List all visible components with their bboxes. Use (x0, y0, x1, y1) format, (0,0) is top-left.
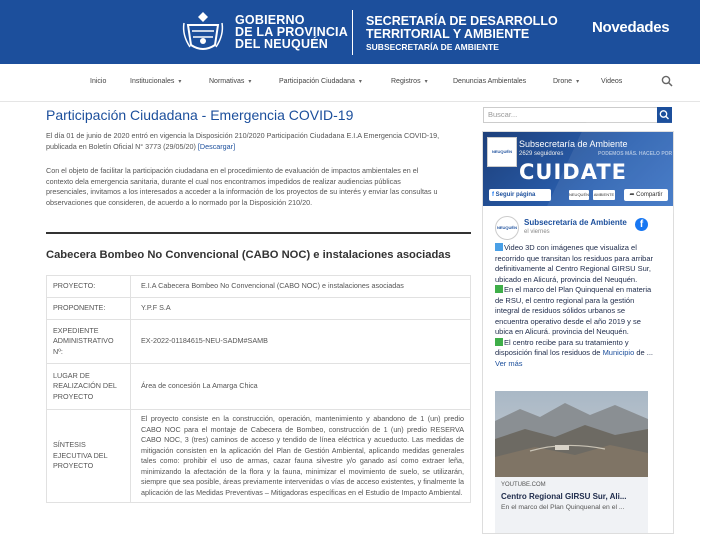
table-row (47, 410, 471, 503)
table-row (47, 298, 471, 320)
table-value: EX-2022-01184615-NEU-SADM#SAMB (131, 320, 471, 364)
novedades-link[interactable]: Novedades (592, 19, 670, 36)
check-emoji-icon (495, 338, 503, 346)
download-link[interactable]: [Descargar] (197, 141, 236, 151)
nav-item-registros[interactable]: Registros ▾ (391, 78, 428, 85)
search-icon (657, 107, 672, 123)
table-key: PROPONENTE: (47, 298, 131, 320)
nav-item-drone[interactable]: Drone ▾ (553, 78, 580, 85)
chevron-down-icon: ▾ (358, 79, 362, 85)
table-row (47, 320, 471, 364)
site-header (0, 0, 700, 64)
project-info-table (46, 275, 471, 503)
neuquen-badge: NEUQUÉN (569, 190, 589, 200)
nav-item-videos[interactable]: Videos (601, 78, 623, 85)
table-key: EXPEDIENTE ADMINISTRATIVO Nº: (47, 320, 131, 364)
video-thumbnail[interactable] (495, 391, 648, 477)
share-button[interactable]: ➦ Compartir (624, 189, 668, 201)
nav-item-denuncias-ambientales[interactable]: Denuncias Ambientales (453, 78, 527, 85)
link-preview[interactable] (495, 477, 648, 533)
fb-followers: 2629 seguidores (519, 151, 564, 157)
share-icon: ➦ (629, 192, 637, 198)
government-wordmark[interactable]: GOBIERNO DE LA PROVINCIA DEL NEUQUÉN (235, 13, 348, 51)
chevron-down-icon: ▾ (178, 79, 182, 85)
table-key: SÍNTESIS EJECUTIVA DEL PROYECTO (47, 410, 131, 503)
sidebar-search-button[interactable] (657, 107, 672, 123)
check-emoji-icon (495, 285, 503, 293)
ambiente-badge: AMBIENTE (593, 190, 615, 200)
link-description: En el marco del Plan Quinquenal en el ... (501, 504, 625, 511)
post-author[interactable]: Subsecretaría de Ambiente (524, 218, 627, 227)
table-value: El proyecto consiste en la construcción, operación, mantenimiento y abandono de 1 (un) predio CABO NOC para el montaje de Cabecera de Bombeo, construcción de 1 (un) predio RESERVA CABO NOC, 3 (tres) caminos de acceso y tendido de línea eléctrica y acueducto. Las medidas de mitigación consisten en la aplicación del Plan de Gestión Ambiental, aplicando medidas generales tales como: prohibir el uso de armas, cazar fauna silvestre y/o ganado así como extraer leña, minimizando la afectación de la flora y la fauna, minimizar el movimiento de suelo, se utilizarán, siempre que sea posible, áreas previamente intervenidas o vías de acceso existentes, y finalmente la aplicación de las Medidas Preventivas – Mitigadoras específicas en el Estudio de Impacto Ambiental. (131, 410, 471, 503)
section-title: Cabecera Bombeo No Convencional (CABO NOC) e instalaciones asociadas (46, 249, 451, 261)
see-more-link[interactable]: Ver más (495, 358, 523, 368)
search-icon[interactable] (661, 75, 673, 87)
table-row (47, 276, 471, 298)
table-key: PROYECTO: (47, 276, 131, 298)
cover-headline: CUIDATE (519, 160, 628, 184)
fb-page-name[interactable]: Subsecretaría de Ambiente (519, 139, 628, 149)
table-key: LUGAR DE REALIZACIÓN DEL PROYECTO (47, 364, 131, 410)
chevron-down-icon: ▾ (576, 79, 580, 85)
follow-page-button[interactable]: f Seguir página (489, 189, 551, 201)
table-value: Área de concesión La Amarga Chica (131, 364, 471, 410)
main-navigation (0, 64, 700, 102)
facebook-icon: f (492, 192, 496, 198)
header-divider (352, 10, 353, 55)
link-title: Centro Regional GIRSU Sur, Ali... (501, 492, 627, 501)
link-domain: YOUTUBE.COM (501, 482, 546, 488)
facebook-logo-icon[interactable]: f (635, 218, 648, 231)
secretariat-wordmark[interactable]: SECRETARÍA DE DESARROLLO TERRITORIAL Y AMBIENTE SUBSECRETARÍA DE AMBIENTE (366, 14, 558, 52)
body-paragraph: Con el objeto de facilitar la participación ciudadana en el procedimiento de evaluación de impactos ambientales en el contexto dela emergencia sanitaria, durante el cual nos encontramos impedidos de realizar audiencias públicas presenciales, invitamos a los interesados a acceder a la información de los proyectos de su interés y enviar las consultas u observaciones que consideren, de acuerdo a lo normado por la Disposición 210/20. (46, 166, 438, 207)
nav-item-participacion-ciudadana[interactable]: Participación Ciudadana ▾ (279, 78, 362, 85)
intro-paragraph: El día 01 de junio de 2020 entró en vigencia la Disposición 210/2020 Participación Ciudadana E.I.A Emergencia COVID-19, publicada en Boletín Oficial N° 3773 (29/05/20) [Descargar] (46, 131, 440, 151)
chevron-down-icon: ▾ (248, 79, 252, 85)
chevron-down-icon: ▾ (424, 79, 428, 85)
table-row (47, 364, 471, 410)
cover-slogan: PODEMOS MÁS. HACELO POR TODOS. (598, 151, 693, 157)
nav-item-normativas[interactable]: Normativas ▾ (209, 78, 252, 85)
nav-item-institucionales[interactable]: Institucionales ▾ (130, 78, 182, 85)
nav-item-inicio[interactable]: Inicio (90, 78, 107, 85)
post-time[interactable]: el viernes (524, 229, 550, 235)
sidebar-search-input[interactable]: Buscar... (483, 107, 663, 123)
facebook-cover[interactable] (483, 132, 693, 206)
table-value: Y.P.F S.A (131, 298, 471, 320)
page-avatar[interactable]: NEUQUÉN (487, 137, 517, 167)
play-emoji-icon (495, 243, 503, 251)
facebook-page-widget (482, 131, 693, 534)
section-divider (46, 232, 471, 234)
municipio-hashtag-link[interactable]: Municipio (602, 348, 635, 357)
province-emblem-icon[interactable] (180, 9, 226, 55)
page-title: Participación Ciudadana - Emergencia COVID-19 (46, 107, 354, 123)
post-author-avatar[interactable]: NEUQUÉN (495, 216, 519, 240)
post-text: Video 3D con imágenes que visualiza el recorrido que transitan los residuos para arribar definitivamente al Centro Regional GIRSU Sur, ubicado en Alicurá, provincia del Neuquén. En el marco del Plan Quinquenal en materia de RSU, el centro regional para la gestión integral de residuos sólidos urbanos se encuentra operativo desde el año 2019 y se ubica en Alicurá. provincia del Neuquén. El centro recibe para su tratamiento y disposición final los residuos de Municipio de ... Ver más (495, 243, 654, 368)
table-value: E.I.A Cabecera Bombeo No Convencional (CABO NOC) e instalaciones asociadas (131, 276, 471, 298)
